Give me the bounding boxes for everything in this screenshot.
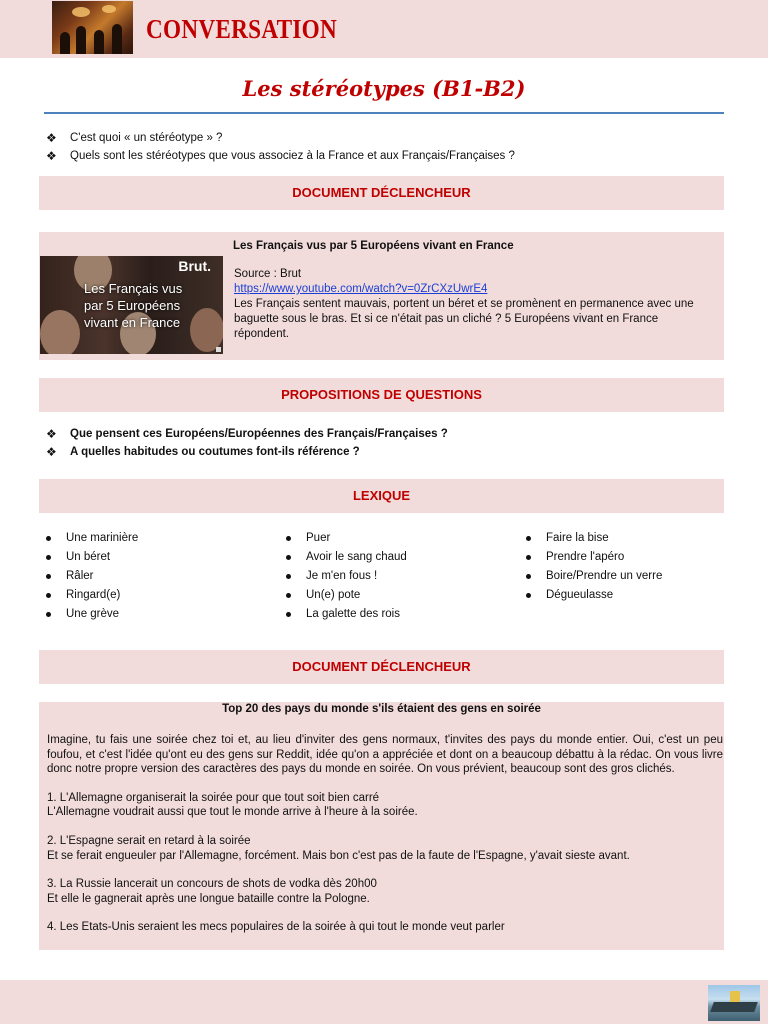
list-item: Une grève <box>42 605 138 624</box>
bullet-icon <box>286 536 291 541</box>
document-body <box>47 733 723 935</box>
document-item-title: 3. La Russie lancerait un concours de shots de vodka dès 20h00 <box>47 878 377 891</box>
bullet-icon <box>46 536 51 541</box>
video-description: Les Français sentent mauvais, portent un béret et se promènent en permanence avec une baguette sous le bras. Et si ce n'était pas un cliché ? 5 Européens vivant en France répondent. <box>234 298 694 340</box>
bullet-icon <box>526 536 531 541</box>
list-item: Ringard(e) <box>42 586 138 605</box>
list-item: Prendre l'apéro <box>522 548 662 567</box>
video-source: Source : Brut <box>234 268 302 280</box>
list-item: Râler <box>42 567 138 586</box>
bullet-icon <box>46 593 51 598</box>
bullet-icon <box>286 574 291 579</box>
section-header-lexique: LEXIQUE <box>39 479 724 513</box>
video-heading: Les Français vus par 5 Européens vivant en France <box>233 240 514 252</box>
diamond-bullet-icon: ❖ <box>46 131 57 145</box>
expand-icon <box>216 347 221 352</box>
list-item: ❖ C'est quoi « un stéréotype » ? <box>46 131 223 145</box>
list-item: Je m'en fous ! <box>282 567 407 586</box>
lexique-column-3 <box>522 529 662 605</box>
footer-band <box>0 980 768 1024</box>
bullet-icon <box>526 555 531 560</box>
diamond-bullet-icon: ❖ <box>46 149 57 163</box>
document-item-title: 1. L'Allemagne organiserait la soirée pour que tout soit bien carré <box>47 791 380 804</box>
document-heading: Top 20 des pays du monde s'ils étaient des gens en soirée <box>222 703 541 715</box>
bullet-icon <box>46 555 51 560</box>
thumbnail-caption: Les Français vus par 5 Européens vivant en France <box>84 281 183 330</box>
list-item: Dégueulasse <box>522 586 662 605</box>
page-title: Les stéréotypes (B1-B2) <box>242 76 526 101</box>
document-item-title: 4. Les Etats-Unis seraient les mecs populaires de la soirée à qui tout le monde veut parler <box>47 921 505 934</box>
footer-image <box>708 985 760 1021</box>
brand-logo: Brut. <box>178 258 211 274</box>
document-item-text: Et elle le gagnerait après une longue bataille contre la Pologne. <box>47 892 370 905</box>
section-header-document-2: DOCUMENT DÉCLENCHEUR <box>39 650 724 684</box>
list-item: ❖ Que pensent ces Européens/Européennes des Français/Françaises ? <box>46 427 448 441</box>
document-item-text: L'Allemagne voudrait aussi que tout le monde arrive à l'heure à la soirée. <box>47 806 418 819</box>
lexique-column-2 <box>282 529 407 624</box>
list-item: Un béret <box>42 548 138 567</box>
bullet-icon <box>286 593 291 598</box>
video-description-block <box>234 267 714 342</box>
list-item: La galette des rois <box>282 605 407 624</box>
list-item: ❖ Quels sont les stéréotypes que vous associez à la France et aux Français/Françaises ? <box>46 149 515 163</box>
intro-question-list <box>46 129 515 165</box>
bullet-icon <box>46 612 51 617</box>
document-item-title: 2. L'Espagne serait en retard à la soirée <box>47 834 251 847</box>
title-divider <box>44 112 724 114</box>
bullet-icon <box>286 555 291 560</box>
bullet-icon <box>286 612 291 617</box>
video-thumbnail[interactable] <box>40 256 223 354</box>
document-item-text: Et se ferait engueuler par l'Allemagne, forcément. Mais bon c'est pas de la faute de l'Espagne, y'avait sieste avant. <box>47 849 630 862</box>
list-item: Boire/Prendre un verre <box>522 567 662 586</box>
header-image <box>52 1 133 54</box>
section-header-questions: PROPOSITIONS DE QUESTIONS <box>39 378 724 412</box>
list-item: Une marinière <box>42 529 138 548</box>
lexique-column-1 <box>42 529 138 624</box>
bullet-icon <box>526 574 531 579</box>
list-item: Faire la bise <box>522 529 662 548</box>
video-link[interactable]: https://www.youtube.com/watch?v=0ZrCXzUwrE4 <box>234 283 488 295</box>
question-list <box>46 425 448 461</box>
section-header-document: DOCUMENT DÉCLENCHEUR <box>39 176 724 210</box>
list-item: Puer <box>282 529 407 548</box>
bullet-icon <box>46 574 51 579</box>
diamond-bullet-icon: ❖ <box>46 427 57 441</box>
list-item: Avoir le sang chaud <box>282 548 407 567</box>
diamond-bullet-icon: ❖ <box>46 445 57 459</box>
bullet-icon <box>526 593 531 598</box>
document-intro: Imagine, tu fais une soirée chez toi et, au lieu d'inviter des gens normaux, t'invites des pays du monde entier. Oui, c'est un peu foufou, et c'est l'idée qu'ont eu des gens sur Reddit, idée qu'on a appréciée et dont on a beaucoup débattu à la rédac. On vous livre donc notre propre version des caractères des pays du monde en soirée. On vous prévient, beaucoup sont des gros clichés. <box>47 734 723 776</box>
header-title: CONVERSATION <box>146 14 338 44</box>
list-item: ❖ A quelles habitudes ou coutumes font-ils référence ? <box>46 445 360 459</box>
list-item: Un(e) pote <box>282 586 407 605</box>
